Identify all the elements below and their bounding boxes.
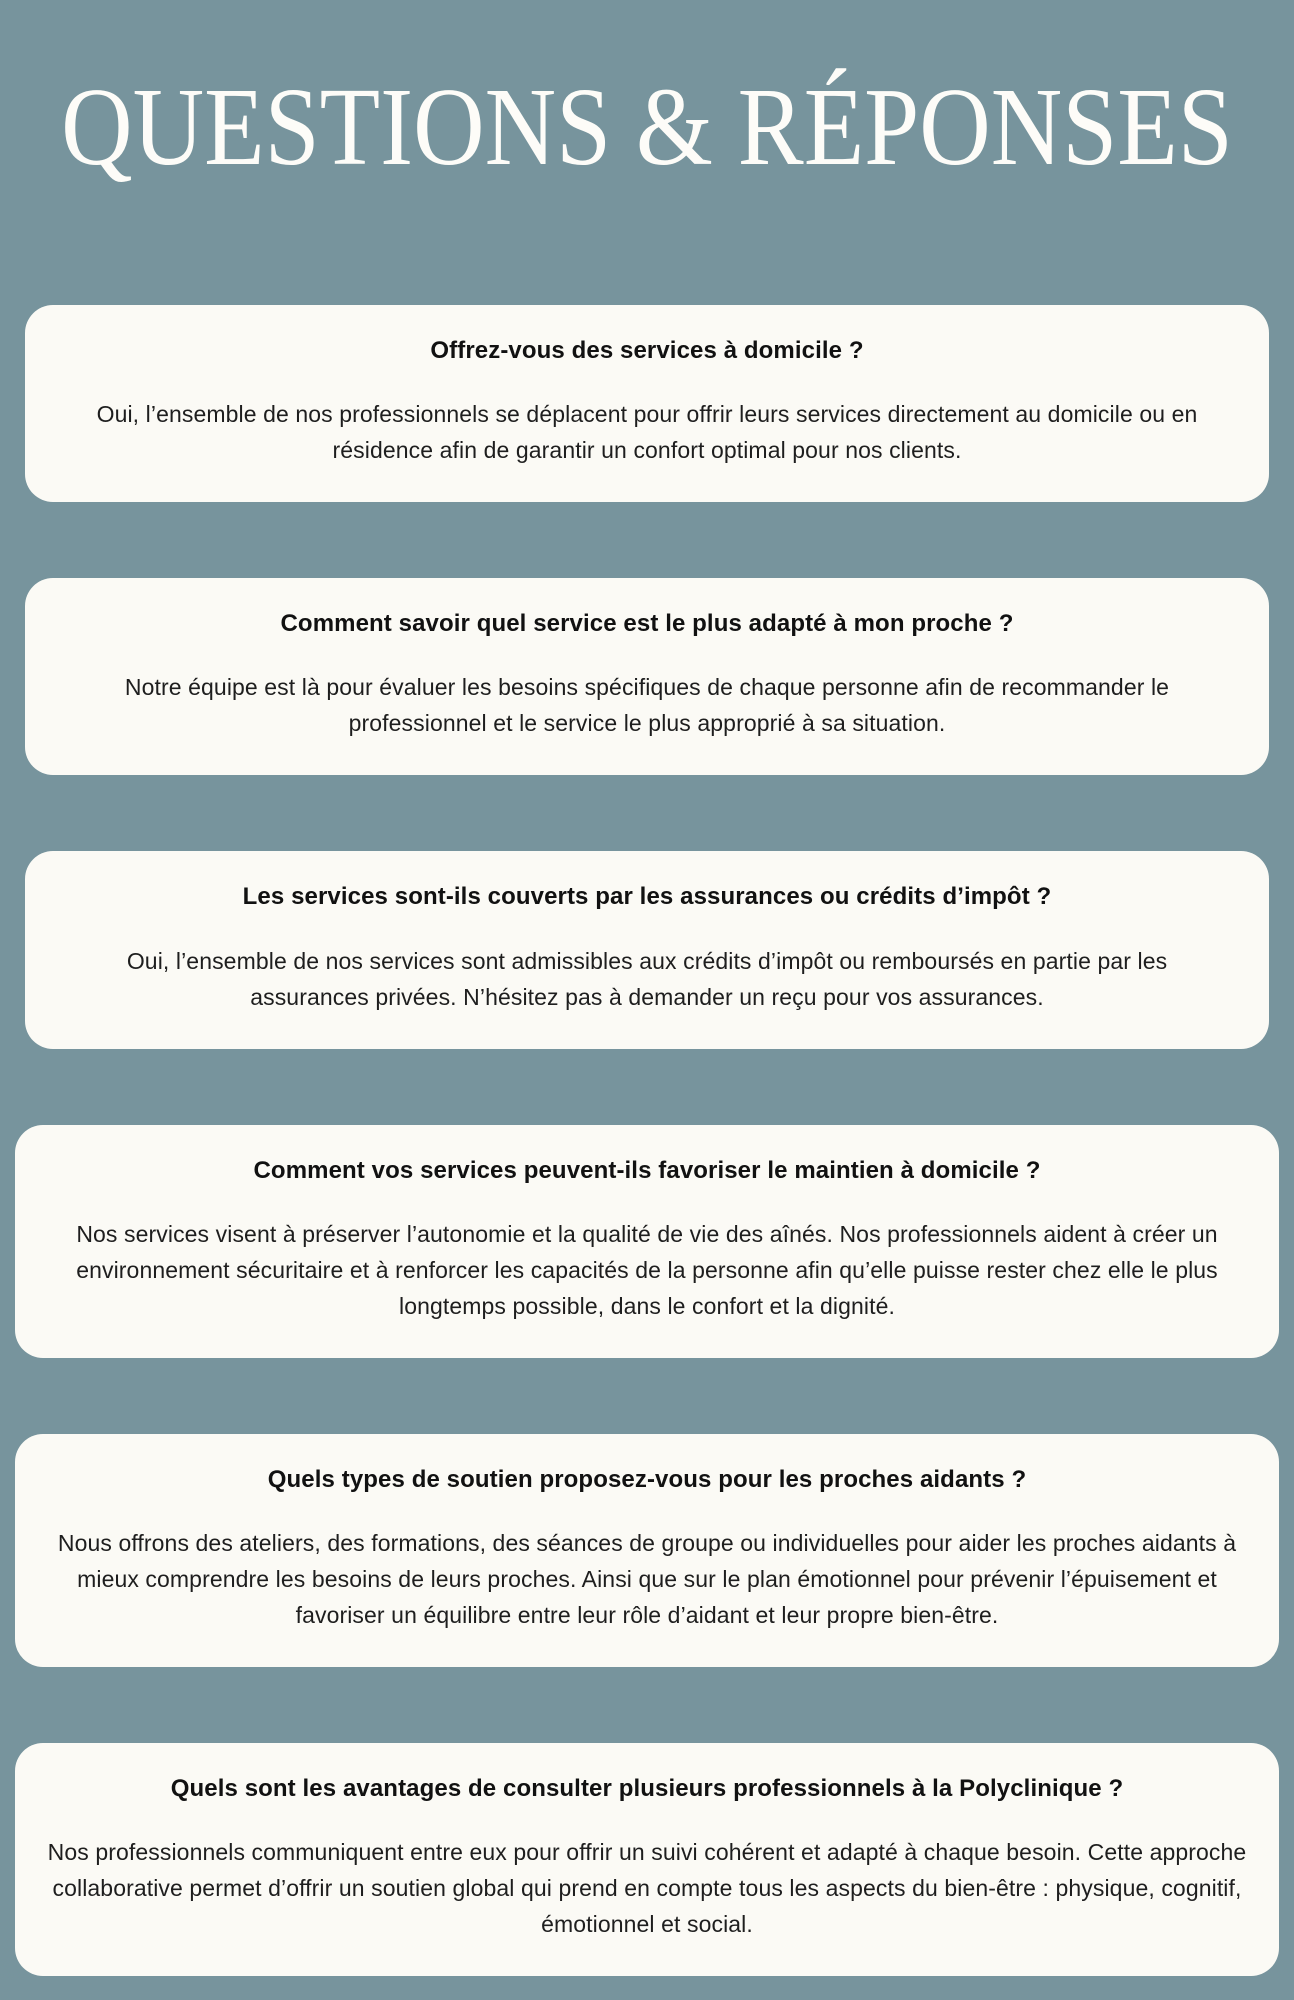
- faq-answer: Nous offrons des ateliers, des formations, des séances de groupe ou individuelles pour aider les proches aidants à mieux comprendre les besoins de leurs proches. Ainsi que sur le plan émotionnel pour prévenir l’épuisement et favoriser un équilibre entre leur rôle d’aidant et leur propre bien-être.: [57, 1529, 1237, 1628]
- faq-question: Comment savoir quel service est le plus adapté à mon proche ?: [280, 610, 1014, 638]
- faq-card-list: [0, 305, 1294, 1976]
- faq-card: [15, 1434, 1279, 1667]
- faq-answer: Notre équipe est là pour évaluer les besoins spécifiques de chaque personne afin de recommander le professionnel et le service le plus approprié à sa situation.: [124, 674, 1170, 737]
- faq-question: Comment vos services peuvent-ils favoriser le maintien à domicile ?: [253, 1156, 1041, 1184]
- faq-answer: Nos professionnels communiquent entre eux pour offrir un suivi cohérent et adapté à chaque besoin. Cette approche collaborative permet d’offrir un soutien global qui prend en compte tous les aspects du bien-être : physique, cognitif, émotionnel et social.: [47, 1839, 1247, 1938]
- faq-card: [25, 305, 1269, 502]
- faq-question: Les services sont-ils couverts par les assurances ou crédits d’impôt ?: [242, 883, 1052, 911]
- faq-answer: Oui, l’ensemble de nos professionnels se déplacent pour offrir leurs services directement au domicile ou en résidence afin de garantir un confort optimal pour nos clients.: [96, 401, 1198, 464]
- faq-answer: Nos services visent à préserver l’autonomie et la qualité de vie des aînés. Nos professionnels aident à créer un environnement sécuritaire et à renforcer les capacités de la personne afin qu’elle puisse rester chez elle le plus longtemps possible, dans le confort et la dignité.: [76, 1220, 1218, 1319]
- faq-card: [25, 851, 1269, 1048]
- faq-answer: Oui, l’ensemble de nos services sont admissibles aux crédits d’impôt ou remboursés en partie par les assurances privées. N’hésitez pas à demander un reçu pour vos assurances.: [126, 947, 1168, 1010]
- faq-card: [15, 1125, 1279, 1358]
- page-title: QUESTIONS & RÉPONSES: [61, 66, 1233, 189]
- faq-card: [25, 578, 1269, 775]
- faq-question: Offrez-vous des services à domicile ?: [430, 337, 864, 364]
- faq-card: [15, 1743, 1279, 1976]
- faq-question: Quels sont les avantages de consulter plusieurs professionnels à la Polyclinique ?: [170, 1774, 1124, 1802]
- faq-question: Quels types de soutien proposez-vous pour les proches aidants ?: [267, 1465, 1027, 1493]
